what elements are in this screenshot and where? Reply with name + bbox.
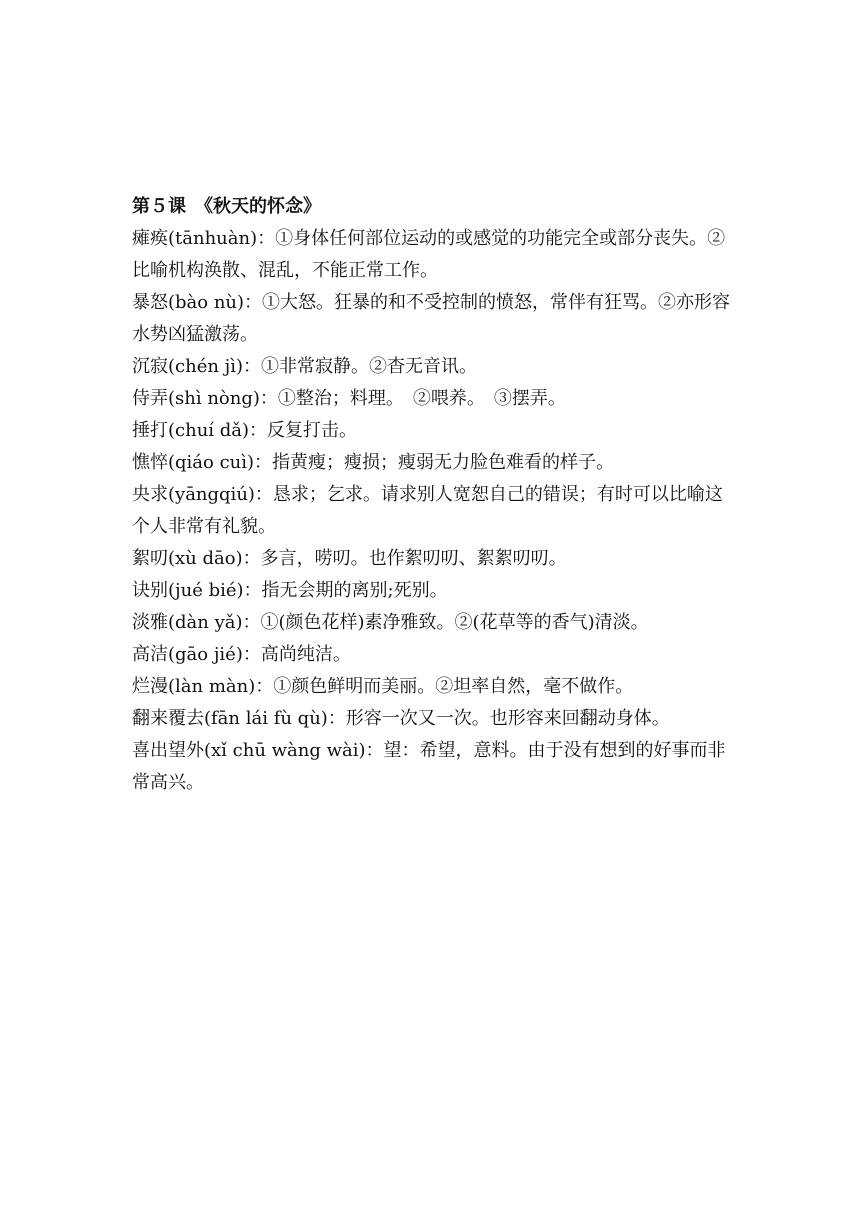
vocab-entry-fanlaifuqu: 翻来覆去(fān lái fù qù)：形容一次又一次。也形容来回翻动身体。 xyxy=(132,708,670,729)
vocab-entry-shinong: 侍弄(shì nòng)：①整治；料理。 ②喂养。 ③摆弄。 xyxy=(132,388,566,409)
vocab-entry-lanman: 烂漫(làn màn)：①颜色鲜明而美丽。②坦率自然，毫不做作。 xyxy=(132,676,634,697)
vocabulary-list xyxy=(132,223,737,799)
vocab-entry-chuida: 捶打(chuí dǎ)：反复打击。 xyxy=(132,420,358,441)
vocab-entry-qiaocui: 憔悴(qiáo cuì)：指黄瘦；瘦损；瘦弱无力脸色难看的样子。 xyxy=(132,452,615,473)
vocabulary-section xyxy=(132,191,737,799)
lesson-title: 第５课 《秋天的怀念》 xyxy=(132,196,321,217)
vocab-entry-xudao: 絮叨(xù dāo)：多言，唠叨。也作絮叨叨、絮絮叨叨。 xyxy=(132,548,567,569)
vocab-entry-chenji: 沉寂(chén jì)：①非常寂静。②杳无音讯。 xyxy=(132,356,478,377)
vocab-entry-yangqiu: 央求(yāngqiú)：恳求；乞求。请求别人宽恕自己的错误；有时可以比喻这个人非常有礼貌。 xyxy=(132,484,723,537)
vocab-entry-danya: 淡雅(dàn yǎ)：①(颜色花样)素净雅致。②(花草等的香气)清淡。 xyxy=(132,612,649,633)
vocab-entry-juebie: 诀别(jué bié)：指无会期的离别;死别。 xyxy=(132,580,448,601)
vocab-entry-gaojie: 高洁(gāo jié)：高尚纯洁。 xyxy=(132,644,351,665)
vocab-entry-xichuwangwai: 喜出望外(xǐ chū wàng wài)：望：希望，意料。由于没有想到的好事而非常高兴。 xyxy=(132,740,726,793)
vocab-entry-tanhuan: 瘫痪(tānhuàn)：①身体任何部位运动的或感觉的功能完全或部分丧失。②比喻机构涣散、混乱，不能正常工作。 xyxy=(132,228,726,281)
vocab-entry-baonu: 暴怒(bào nù)：①大怒。狂暴的和不受控制的愤怒，常伴有狂骂。②亦形容水势凶猛激荡。 xyxy=(132,292,731,345)
